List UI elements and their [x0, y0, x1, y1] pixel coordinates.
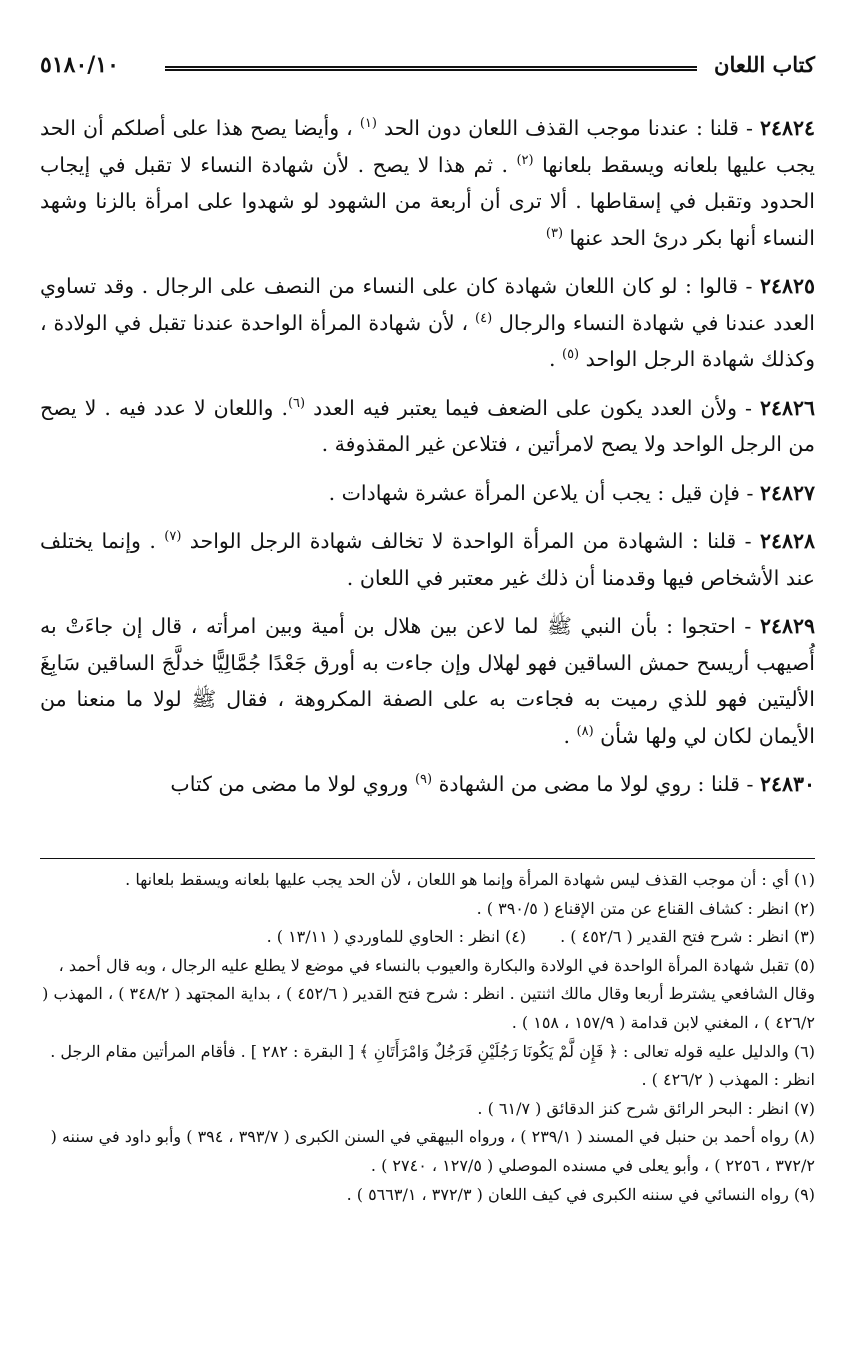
footnote: (٩) رواه النسائي في سننه الكبرى في كيف اللعان ( ٣٧٢/٣ ، ٥٦٦٣/١ ) .	[346, 1184, 815, 1204]
footnote-pair	[40, 923, 815, 952]
paragraph-text: . ثم هذا لا يصح . لأن شهادة النساء لا تقبل في إيجاب الحدود وتقبل في إسقاطها . ألا ترى أن أربعة من الشهود لو شهدوا على امرأة بالزنا وشهد النساء أنها بكر درئ الحد عنها	[40, 152, 815, 250]
footnote-ref[interactable]: (٥)	[561, 347, 580, 363]
paragraph-text: - احتجوا : بأن النبي ﷺ لما لاعن بين هلال بن أمية وبين امرأته ، قال إن جاءَتْ به أُصيهب أريسح حمش الساقين فهو لهلال وإن جاءت به أورق جَعْدًا جُمَّالِيًّا خدلَّجَ الساقين سَابِغَ الأليتين فهو للذي رميت به فجاءت به على الصفة المكروهة ، فقال ﷺ لولا ما منعنا من الأيمان لكان لي ولها شأن	[40, 614, 815, 748]
footnote: (٢) انظر : كشاف القناع عن متن الإقناع ( ٣٩٠/٥ ) .	[476, 898, 815, 918]
footnote-ref[interactable]: (٣)	[545, 225, 564, 241]
footnote: (٦) والدليل عليه قوله تعالى : ﴿ فَإِن لَّمْ يَكُونَا رَجُلَيْنِ فَرَجُلٌ وَامْرَأَتَانِ ﴾ [ البقرة : ٢٨٢ ] . فأقام المرأتين مقام الرجل . انظر : المهذب ( ٤٢٦/٢ ) .	[50, 1041, 815, 1090]
footnote-ref[interactable]: (١)	[359, 116, 377, 132]
main-text	[40, 110, 815, 815]
paragraph	[40, 268, 815, 378]
paragraph	[40, 523, 815, 596]
paragraph-text: - قلنا : عندنا موجب القذف اللعان دون الحد	[376, 116, 760, 140]
chapter-title: كتاب اللعان	[714, 52, 815, 77]
paragraph-text: - فإن قيل : يجب أن يلاعن المرأة عشرة شهادات .	[328, 480, 760, 505]
paragraph-number: ٢٤٨٢٩	[759, 614, 815, 638]
footnote: (٧) انظر : البحر الرائق شرح كنز الدقائق ( ٦١/٧ ) .	[477, 1098, 815, 1118]
paragraph	[40, 110, 815, 256]
paragraph-text: وروي لولا ما مضى من كتاب	[170, 772, 415, 796]
paragraph-text: . وإنما يختلف عند الأشخاص فيها وقدمنا أن ذلك غير معتبر في اللعان .	[40, 529, 815, 590]
footnote-ref[interactable]: (٢)	[516, 152, 534, 168]
paragraph-text: ، لأن شهادة المرأة الواحدة عندنا تقبل في الولادة ، وكذلك شهادة الرجل الواحد	[40, 310, 815, 371]
footnote: (٣) انظر : شرح فتح القدير ( ٤٥٢/٦ ) .	[560, 927, 815, 947]
paragraph-text: - قلنا : الشهادة من المرأة الواحدة لا تخالف شهادة الرجل الواحد	[181, 529, 760, 553]
paragraph-text: ، وأيضا يصح هذا على أصلكم أن الحد يجب عليها بلعانه ويسقط بلعانها	[40, 116, 815, 177]
running-header	[40, 52, 815, 86]
footnote: (٨) رواه أحمد بن حنبل في المسند ( ٢٣٩/١ ) ، ورواه البيهقي في السنن الكبرى ( ٣٩٣/٧ ، ٣٩٤ ) وأبو داود في سننه ( ٣٧٢/٢ ، ٢٢٥٦ ) ، وأبو يعلى في مسنده الموصلي ( ١٢٧/٥ ، ٢٧٤٠ ) .	[50, 1127, 815, 1175]
header-rule	[165, 66, 697, 71]
paragraph	[40, 608, 815, 754]
footnote: (٥) تقبل شهادة المرأة الواحدة في الولادة والبكارة والعيوب بالنساء في موضع لا يطلع عليه الرجال ، وبه قال أحمد ، وقال الشافعي يشترط أربعا وقال مالك اثنتين . انظر : شرح فتح القدير ( ٤٥٢/٦ ) ، بداية المجتهد ( ٣٤٨/٢ ) ، المهذب ( ٤٢٦/٢ ) ، المغني لابن قدامة ( ١٥٧/٩ ، ١٥٨ ) .	[42, 955, 815, 1032]
paragraph-number: ٢٤٨٢٧	[759, 480, 815, 505]
footnotes	[40, 866, 815, 1209]
footnote-ref[interactable]: (٤)	[475, 310, 493, 326]
paragraph	[40, 475, 815, 512]
footnote-ref[interactable]: (٨)	[576, 723, 594, 739]
paragraph-number: ٢٤٨٢٥	[759, 274, 815, 298]
paragraph-text: - قالوا : لو كان اللعان شهادة كان على النساء من النصف على الرجال . وقد تساوي العدد عندنا في شهادة النساء والرجال	[40, 274, 815, 335]
paragraph-number: ٢٤٨٢٤	[759, 116, 815, 140]
footnote-ref[interactable]: (٩)	[414, 772, 433, 788]
paragraph-number: ٢٤٨٣٠	[759, 772, 815, 796]
paragraph-text: .	[563, 723, 577, 748]
paragraph-text: . واللعان لا عدد فيه . لا يصح من الرجل الواحد ولا يصح لامرأتين ، فتلاعن غير المقذوفة .	[40, 395, 815, 456]
paragraph	[40, 766, 815, 803]
footnote-separator	[40, 858, 815, 859]
paragraph-text: - ولأن العدد يكون على الضعف فيما يعتبر فيه العدد	[305, 395, 760, 420]
page-number: ٥١٨٠/١٠	[40, 52, 119, 78]
footnote-ref[interactable]: (٧)	[164, 529, 182, 545]
paragraph-text: - قلنا : روي لولا ما مضى من الشهادة	[432, 772, 760, 796]
paragraph-number: ٢٤٨٢٦	[759, 395, 815, 420]
footnote-ref[interactable]: (٦)	[287, 395, 306, 411]
paragraph-text: .	[548, 347, 562, 371]
footnote: (١) أي : أن موجب القذف ليس شهادة المرأة وإنما هو اللعان ، لأن الحد يجب عليها بلعانه ويسقط بلعانها .	[125, 870, 815, 889]
paragraph-number: ٢٤٨٢٨	[759, 529, 815, 553]
paragraph	[40, 390, 815, 463]
footnote: (٤) انظر : الحاوي للماوردي ( ١٣/١١ ) .	[266, 927, 527, 947]
